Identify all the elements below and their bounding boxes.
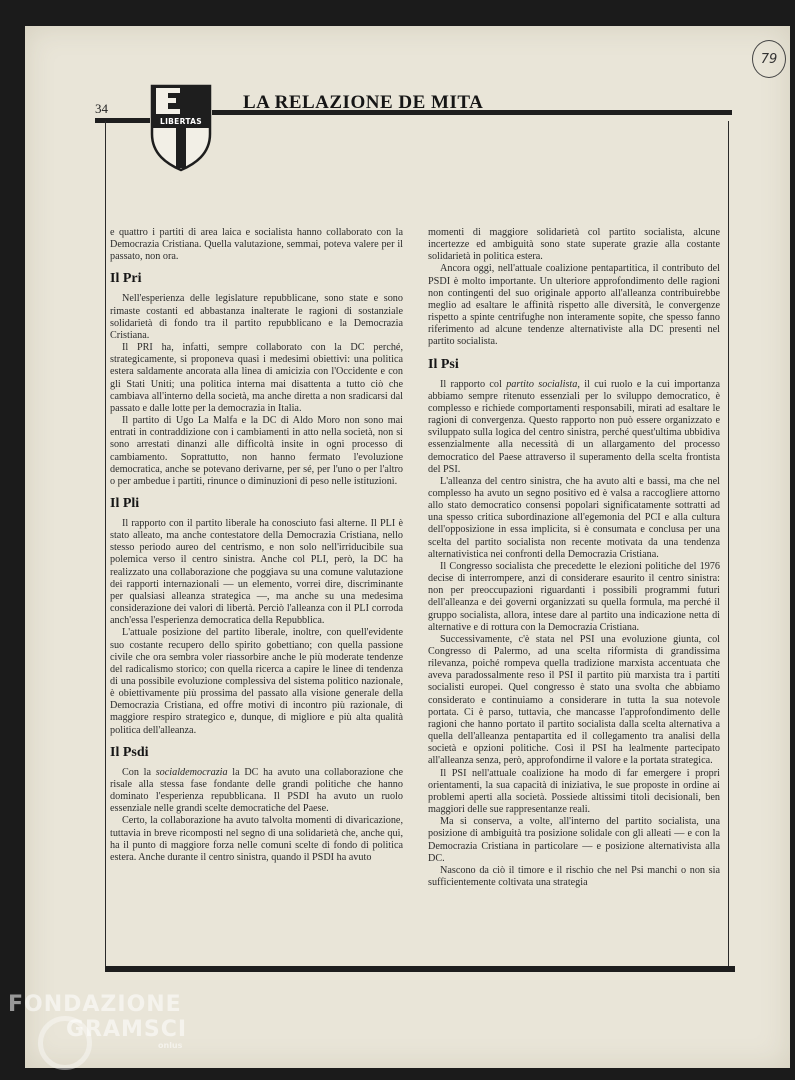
- page-title: LA RELAZIONE DE MITA: [243, 92, 484, 113]
- watermark-line: GRAMSCI: [66, 1017, 188, 1042]
- paragraph: Ancora oggi, nell'attuale coalizione pentapartitica, il contributo del PSDI è molto importante. Un ulteriore approfondimento delle ragioni non contingenti del suo originale apporto all'alleanza contribuirebbe meglio ad esaltare le affinità rispetto alle diversità, le convergenze rispetto a spinte centrifughe non interamente sopite, che spesso fanno riferimento ad alcune tendenze alternativiste alla DC presenti nel partito socialista.: [428, 263, 720, 348]
- paragraph: Il partito di Ugo La Malfa e la DC di Aldo Moro non sono mai entrati in contraddizione con i cambiamenti in atto nella società, non si sono arrestati dinanzi alle difficoltà insite in ogni processo di cambiamento. Soprattutto, non hanno fermato l'evoluzione democratica, anche se potevano derivarne, per sé, per l'uno o per l'altro o per ambedue i partiti, rinunce o diminuzioni di peso nelle istituzioni.: [110, 415, 403, 487]
- paragraph: [110, 767, 403, 816]
- watermark: [8, 992, 187, 1050]
- watermark-line: FONDAZIONE: [8, 992, 182, 1017]
- text-run: Con la: [122, 766, 156, 778]
- paragraph: Certo, la collaborazione ha avuto talvolta momenti di divaricazione, tuttavia in breve ricomposti nel segno di una solidarietà che, anche qui, ha il punto di maggiore forza nelle comuni scelte di fondo di politica estera. Anche durante il centro sinistra, quando il PSDI ha avuto: [110, 815, 403, 863]
- logo-text: LIBERTAS: [160, 117, 202, 126]
- emphasis-text: socialdemocrazia: [155, 766, 228, 778]
- section-heading-psi: Il Psi: [428, 356, 459, 372]
- section-heading-pri: Il Pri: [110, 271, 142, 287]
- paragraph: Il PRI ha, infatti, sempre collaborato con la DC perché, strategicamente, si proponeva quasi i medesimi obiettivi: una politica estera saldamente ancorata alla linea di amicizia con l'Occidente e con gli Stati Uniti; una politica interna mai disattenta a tutto ciò che cambiava all'interno della società, ma anche diretta a non sradicarsi dal passato e dalle lotte per la democrazia in Italia.: [110, 342, 403, 414]
- page-number: 34: [95, 101, 108, 116]
- paragraph: L'alleanza del centro sinistra, che ha avuto alti e bassi, ma che nel complesso ha avuto un segno positivo ed è valsa a raccogliere attorno allo stato democratico consensi popolari significatamente sottratti ad una spesso critica subordinazione all'egemonia del PCI e alla cultura dell'opposizione in essa implicita, si è consumata e conclusa per una scelta del partito socialista non recente motivata da una tendenza alternativistica nei confronti della Democrazia Cristiana.: [428, 475, 720, 560]
- paragraph: momenti di maggiore solidarietà col partito socialista, alcune incertezze ed ambiguità sono state superate grazie alla costante solidarietà in politica estera.: [428, 227, 720, 263]
- archive-mark: 79: [752, 40, 786, 78]
- text-run: Il rapporto col: [440, 378, 507, 390]
- paragraph: Il PSI nell'attuale coalizione ha modo di far emergere i propri orientamenti, la sua capacità di iniziativa, le sue proposte in ordine ai problemi aperti alla società. Possiede altissimi titoli decisionali, ben maggiori delle sue rappresentanze reali.: [428, 767, 720, 816]
- paragraph: Nell'esperienza delle legislature repubblicane, sono state e sono rimaste costanti ed abbastanza inalterate le ragioni di sostanziale solidarietà di fondo tra il partito repubblicano e la Democrazia Cristiana.: [110, 293, 403, 341]
- text-run: la DC ha avuto una collaborazione che risale alla stessa fase fondante delle grandi politiche che hanno dominato l'esperienza repubblicana. Il PSDI ha avuto un ruolo essenziale nelle grandi scelte democratiche del Paese.: [110, 766, 403, 815]
- paragraph: Successivamente, c'è stata nel PSI una evoluzione giunta, col Congresso di Palermo, ad una scelta riformista di grandissima rilevanza, poiché rompeva quella tradizione marxista accentuata che aveva paradossalmente reso il PSI il partito più marxista tra i partiti socialisti europei. Quel congresso è stato una svolta che abbiamo considerato e continuiamo a considerare in tutta la sua notevole portata. Ci è parso, tuttavia, che mancasse l'approfondimento delle ragioni che hanno portato il partito socialista dalla scelta alternativa a quella dell'alleanza pentapartita ed il collegamento tra analisi della società e opzioni politiche. Così il PSI ha lealmente partecipato all'alleanza senza, però, approfondirne il valore e la portata strategica.: [428, 633, 720, 767]
- emphasis-text: partito socialista: [506, 378, 578, 390]
- left-column: [110, 227, 403, 864]
- right-column: [428, 227, 720, 889]
- paragraph: Il rapporto con il partito liberale ha conosciuto fasi alterne. Il PLI è stato alleato, ma anche contestatore della Democrazia Cristiana, nello stesso periodo aureo del centrismo, e non solo nell'irriducibile sua polemica verso il centro sinistra. Anche col PLI, però, la DC ha realizzato una collaborazione che poggiava su una comune valutazione dei rapporti internazionali — un elemento, vorrei dire, discriminante per qualsiasi alleanza strategica —, ma anche su una medesima considerazione dei valori di libertà. Perciò l'alleanza con il PLI corroda anch'essa l'esperienza democratica della Repubblica.: [110, 517, 403, 627]
- paragraph: Nascono da ciò il timore e il rischio che nel Psi manchi o non sia sufficientemente coltivata una strategia: [428, 864, 720, 888]
- section-heading-psdi: Il Psdi: [110, 744, 149, 760]
- paragraph: Ma si conserva, a volte, all'interno del partito socialista, una posizione di ambiguità tra posizione solidale con gli alleati — e con la Democrazia Cristiana in particolare — e posizione alternativista alla DC.: [428, 816, 720, 864]
- paragraph: Il Congresso socialista che precedette le elezioni politiche del 1976 decise di interrompere, anzi di considerare esaurito il centro sinistra: non per preoccupazioni riguardanti i possibili programmi futuri dell'alleanza e dei governi organizzati su quella formula, ma perché il gruppo socialista, allora, intese dare al partito una indicazione netta di alternative e di rottura con la Democrazia Cristiana.: [428, 560, 720, 633]
- paragraph: e quattro i partiti di area laica e socialista hanno collaborato con la Democrazia Cristiana. Quella valutazione, semmai, poteva valere per il passato, non ora.: [110, 227, 403, 263]
- section-heading-pli: Il Pli: [110, 495, 140, 511]
- text-run: , il cui ruolo e la cui importanza abbiamo sempre ritenuto essenziali per lo sviluppo democratico, è complesso e richiede comportamenti responsabili, mirati ad esaltare le ragioni di convergenza. Questo rapporto non può essere organizzato e sviluppato sulla logica del centro sinistra, perché quest'ultima ubbidiva essenzialmente alla necessità di un allargamento del processo democratico del Paese attraverso il superamento della scelta frontista del PSI.: [428, 378, 721, 475]
- footer-rule: [105, 966, 735, 972]
- paragraph: [428, 379, 720, 476]
- watermark-line: onlus: [158, 1041, 183, 1050]
- paragraph: L'attuale posizione del partito liberale, inoltre, con quell'evidente suo costante recupero dello spirito gobettiano; con quella passione civile che ora sembra voler riassorbire anche le più moderate tendenze del radicalismo storico; con quella ricerca a capire le linee di tendenza di una possibile evoluzione complessiva del sistema politico nazionale, è obiettivamente più prossima del passato alla visione generale della Democrazia Cristiana, ed offre motivi di incontro più razionale, di maggiore respiro strategico e, dunque, di migliore e più alta qualità politica dell'alleanza.: [110, 627, 403, 736]
